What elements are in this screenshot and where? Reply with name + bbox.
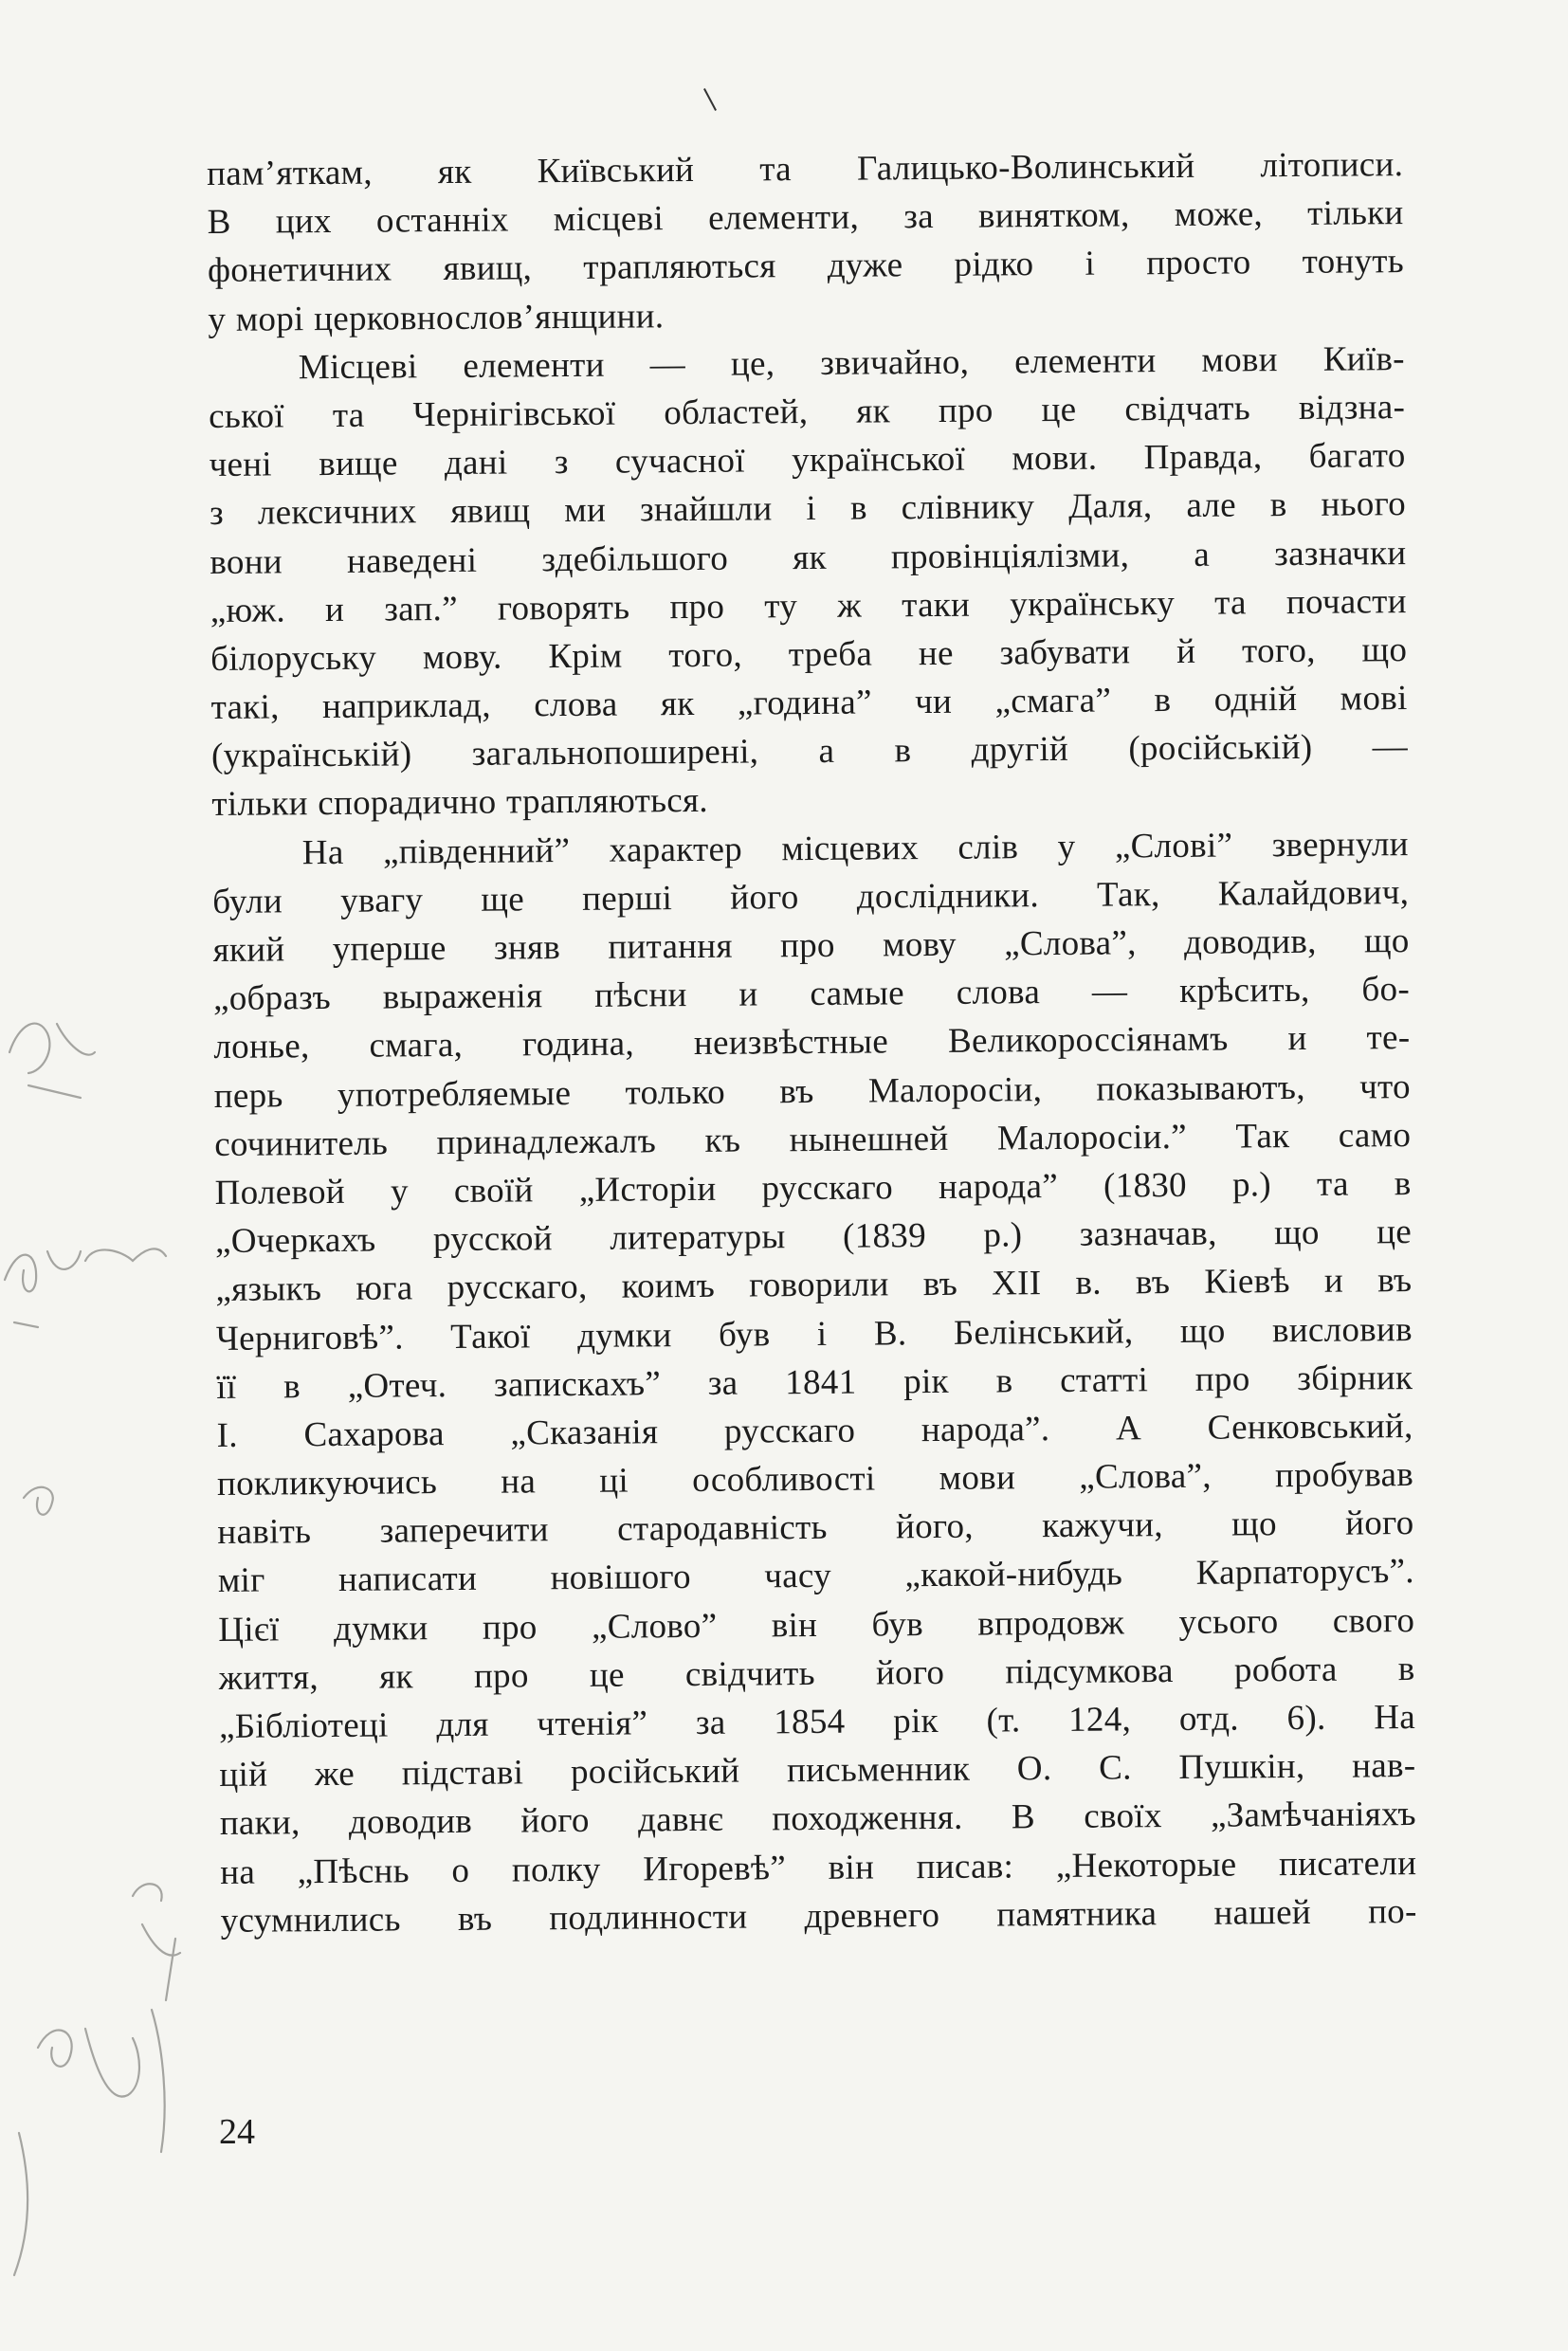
pencil-marginalia — [0, 967, 209, 2294]
text-line: Полевой у своїй „Исторіи русскаго народа” (1830 р.) та в — [214, 1163, 1412, 1212]
text-line: з лексичних явищ ми знайшли і в слівнику Даля, але в нього — [209, 484, 1407, 534]
text-line: „Бібліотеці для чтенія” за 1854 рік (т. 124, отд. 6). На — [218, 1698, 1416, 1746]
text-line: Цієї думки про „Слово” він був впродовж усього свого — [218, 1600, 1415, 1649]
text-line: який уперше зняв питання про мову „Слова”, доводив, що — [212, 921, 1410, 970]
text-line: чені вище дані з сучасної української мови. Правда, багато — [209, 436, 1406, 485]
text-line: вони наведені здебільшого як провінціялізми, а зазначки — [210, 533, 1407, 582]
text-line: паки, доводив його давнє походження. В своїх „Замѣчаніяхъ — [219, 1795, 1416, 1844]
text-line: В цих останніх місцеві елементи, за винятком, може, тільки — [207, 193, 1404, 243]
text-line: лонье, смага, година, неизвѣстные Великороссіянамъ и те- — [213, 1018, 1411, 1067]
text-line: у морі церковнослов’янщини. — [208, 296, 665, 339]
text-line: фонетичних явищ, трапляються дуже рідко і просто тонуть — [207, 242, 1405, 291]
text-line: білоруську мову. Крім того, треба не забувати й того, що — [210, 629, 1408, 679]
text-line: такі, наприклад, слова як „година” чи „смага” в одній мові — [210, 679, 1408, 728]
text-line: її в „Отеч. запискахъ” за 1841 рік в статті про збірник — [216, 1358, 1413, 1407]
text-line: „Очеркахъ русской литературы (1839 р.) зазначав, що це — [214, 1212, 1413, 1262]
text-line: ської та Чернігівської областей, як про це свідчать відзна- — [209, 388, 1406, 436]
text-line: (українській) загальнопоширені, а в другій (російській) — — [210, 727, 1409, 776]
text-line: життя, як про це свідчить його підсумкова робота в — [218, 1649, 1415, 1698]
text-line: тільки спорадично трапляються. — [211, 781, 709, 825]
text-line: перь употребляемые только въ Малоросіи, показываютъ, что — [213, 1066, 1411, 1116]
text-line: усумнились въ подлинности древнего памятника нашей по- — [220, 1891, 1417, 1941]
body-text — [207, 140, 1417, 1945]
paragraph-start-line: На „південний” характер місцевих слів у „Слові” звернули — [301, 824, 1409, 872]
text-line: сочинитель принадлежалъ къ нынешней Малоросіи.” Так само — [214, 1115, 1412, 1164]
text-line: навіть заперечити стародавність його, кажучи, що його — [217, 1504, 1414, 1553]
ink-mark — [703, 88, 717, 111]
paragraph-start-line: Місцеві елементи — це, звичайно, елементи мови Київ- — [298, 338, 1405, 387]
page-number: 24 — [219, 2112, 255, 2152]
text-line: покликуючись на ці особливості мови „Слова”, пробував — [216, 1455, 1414, 1504]
text-line: „образъ выраженія пѣсни и самые слова — крѣсить, бо- — [212, 970, 1411, 1019]
text-line: міг написати новішого часу „какой-нибудь Карпаторусъ”. — [217, 1552, 1414, 1601]
text-line: пам’яткам, як Київський та Галицько-Волинський літописи. — [207, 145, 1404, 193]
text-line: „языкъ юга русскаго, коимъ говорили въ XII в. въ Кіевѣ и въ — [215, 1261, 1413, 1310]
text-line: цій же підставі російський письменник О. С. Пушкін, нав- — [219, 1746, 1416, 1795]
text-line: на „Пѣснь о полку Игоревѣ” він писав: „Некоторые писатели — [220, 1843, 1417, 1892]
text-line: „юж. и зап.” говорять про ту ж таки українську та почасти — [210, 581, 1407, 630]
text-line: були увагу ще перші його дослідники. Так, Калайдович, — [212, 872, 1410, 921]
text-line: Черниговѣ”. Такої думки був і В. Белінський, що висловив — [215, 1309, 1413, 1358]
text-line: І. Сахарова „Сказанія русскаго народа”. А Сенковський, — [216, 1406, 1413, 1455]
